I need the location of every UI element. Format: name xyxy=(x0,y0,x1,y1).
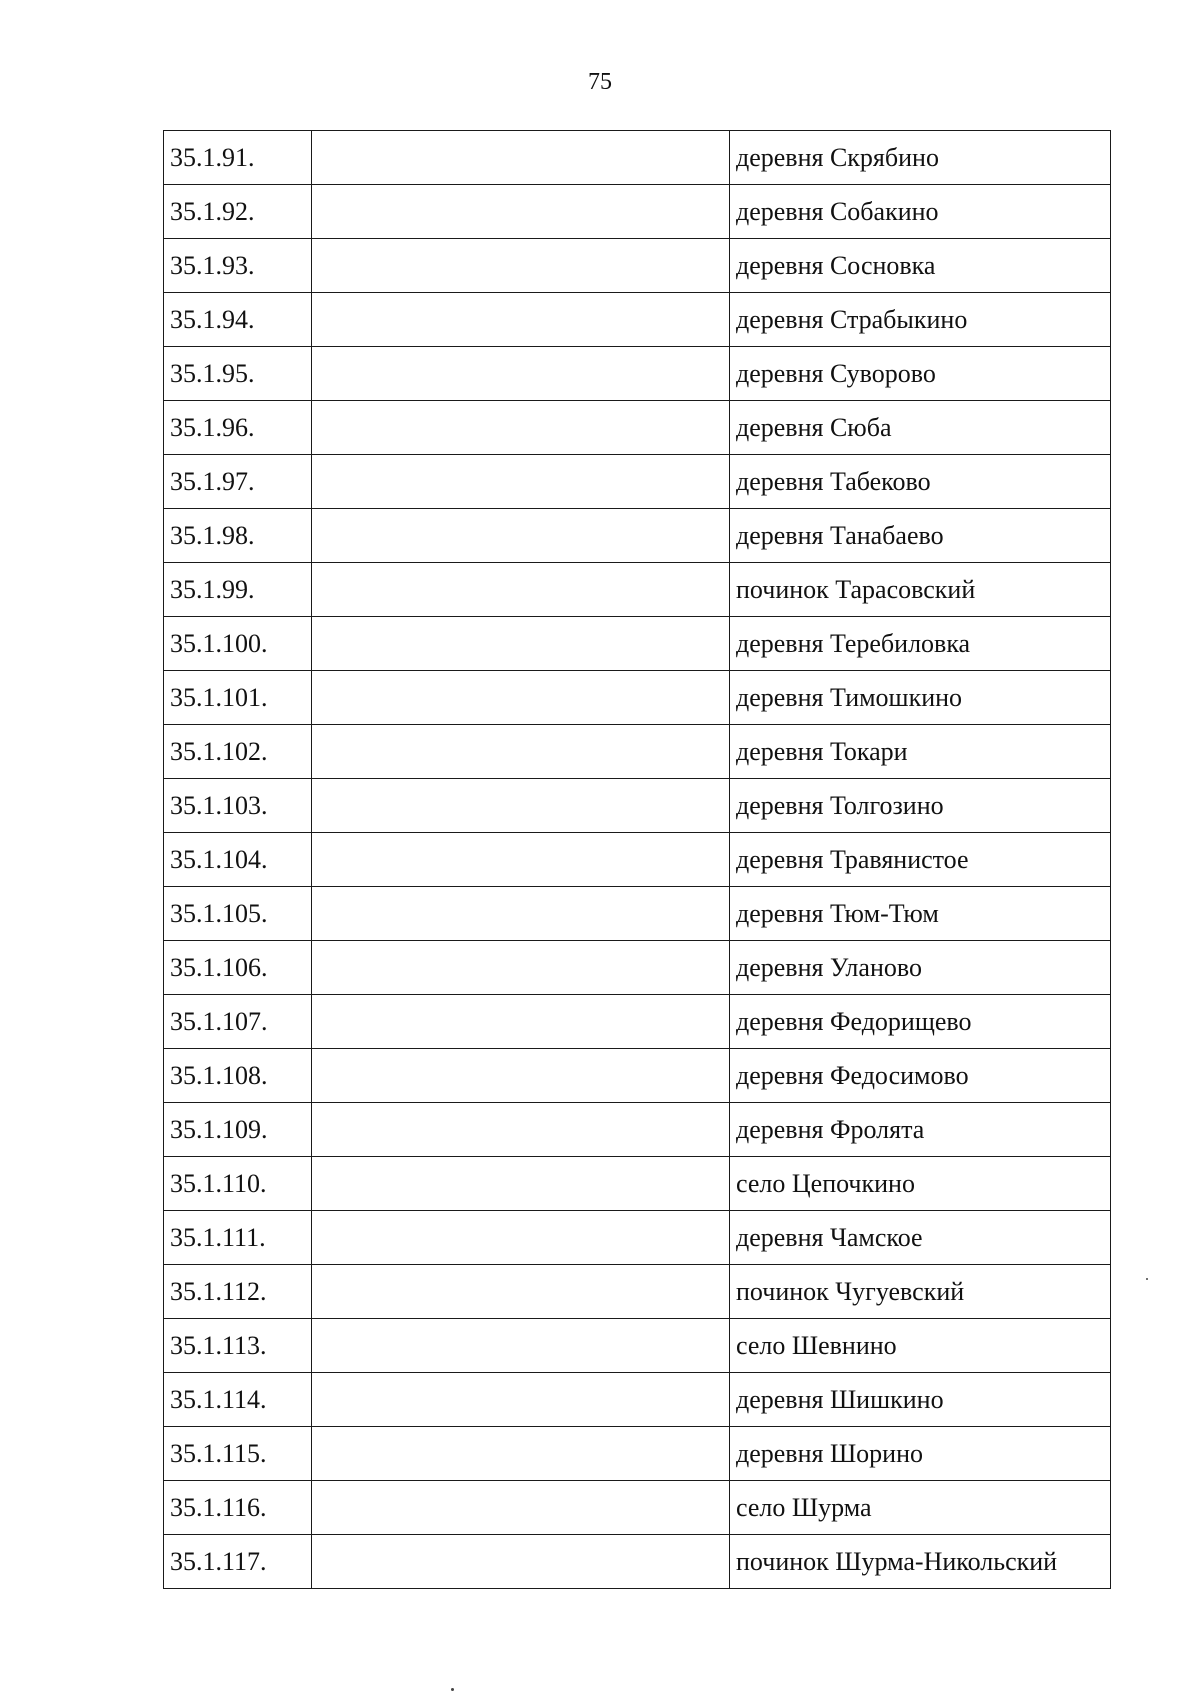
row-code-cell: 35.1.97. xyxy=(164,455,312,509)
row-settlement-name-cell: деревня Страбыкино xyxy=(730,293,1111,347)
table-row xyxy=(164,1265,1111,1319)
scan-speck xyxy=(1146,1278,1148,1280)
table-row xyxy=(164,1157,1111,1211)
row-code-cell: 35.1.102. xyxy=(164,725,312,779)
table-row xyxy=(164,833,1111,887)
row-code-cell: 35.1.116. xyxy=(164,1481,312,1535)
row-settlement-name-cell: деревня Шишкино xyxy=(730,1373,1111,1427)
row-empty-cell xyxy=(312,1265,730,1319)
row-settlement-name-cell: деревня Толгозино xyxy=(730,779,1111,833)
row-settlement-name-cell: деревня Танабаево xyxy=(730,509,1111,563)
row-empty-cell xyxy=(312,1373,730,1427)
row-empty-cell xyxy=(312,833,730,887)
table-row xyxy=(164,293,1111,347)
scan-speck xyxy=(451,1688,454,1691)
table-row xyxy=(164,185,1111,239)
row-code-cell: 35.1.114. xyxy=(164,1373,312,1427)
row-settlement-name-cell: деревня Тюм-Тюм xyxy=(730,887,1111,941)
row-empty-cell xyxy=(312,185,730,239)
row-empty-cell xyxy=(312,1481,730,1535)
table-row xyxy=(164,671,1111,725)
row-empty-cell xyxy=(312,563,730,617)
table-row xyxy=(164,401,1111,455)
row-code-cell: 35.1.95. xyxy=(164,347,312,401)
row-settlement-name-cell: деревня Фролята xyxy=(730,1103,1111,1157)
row-empty-cell xyxy=(312,1427,730,1481)
row-empty-cell xyxy=(312,941,730,995)
row-code-cell: 35.1.106. xyxy=(164,941,312,995)
table-row xyxy=(164,1103,1111,1157)
row-code-cell: 35.1.96. xyxy=(164,401,312,455)
table-row xyxy=(164,995,1111,1049)
row-code-cell: 35.1.98. xyxy=(164,509,312,563)
row-empty-cell xyxy=(312,455,730,509)
row-empty-cell xyxy=(312,293,730,347)
row-empty-cell xyxy=(312,239,730,293)
row-empty-cell xyxy=(312,725,730,779)
row-code-cell: 35.1.99. xyxy=(164,563,312,617)
row-settlement-name-cell: починок Чугуевский xyxy=(730,1265,1111,1319)
row-settlement-name-cell: деревня Травянистое xyxy=(730,833,1111,887)
row-settlement-name-cell: село Цепочкино xyxy=(730,1157,1111,1211)
table-row xyxy=(164,563,1111,617)
row-code-cell: 35.1.104. xyxy=(164,833,312,887)
table-row xyxy=(164,509,1111,563)
table-row xyxy=(164,887,1111,941)
table-row xyxy=(164,1427,1111,1481)
row-settlement-name-cell: деревня Федосимово xyxy=(730,1049,1111,1103)
table-row xyxy=(164,1535,1111,1589)
table-row xyxy=(164,1049,1111,1103)
row-empty-cell xyxy=(312,887,730,941)
row-settlement-name-cell: деревня Уланово xyxy=(730,941,1111,995)
table-row xyxy=(164,455,1111,509)
row-code-cell: 35.1.109. xyxy=(164,1103,312,1157)
row-code-cell: 35.1.91. xyxy=(164,131,312,185)
row-settlement-name-cell: деревня Чамское xyxy=(730,1211,1111,1265)
row-code-cell: 35.1.115. xyxy=(164,1427,312,1481)
row-code-cell: 35.1.112. xyxy=(164,1265,312,1319)
table-row xyxy=(164,617,1111,671)
row-empty-cell xyxy=(312,401,730,455)
row-settlement-name-cell: деревня Токари xyxy=(730,725,1111,779)
row-code-cell: 35.1.107. xyxy=(164,995,312,1049)
row-settlement-name-cell: деревня Сюба xyxy=(730,401,1111,455)
row-settlement-name-cell: починок Тарасовский xyxy=(730,563,1111,617)
row-settlement-name-cell: село Шевнино xyxy=(730,1319,1111,1373)
table-row xyxy=(164,1319,1111,1373)
table-row xyxy=(164,725,1111,779)
row-settlement-name-cell: деревня Собакино xyxy=(730,185,1111,239)
row-settlement-name-cell: починок Шурма-Никольский xyxy=(730,1535,1111,1589)
table-row xyxy=(164,1373,1111,1427)
page-number: 75 xyxy=(588,69,612,95)
settlements-table-body xyxy=(164,131,1111,1589)
row-settlement-name-cell: деревня Шорино xyxy=(730,1427,1111,1481)
row-settlement-name-cell: село Шурма xyxy=(730,1481,1111,1535)
row-code-cell: 35.1.92. xyxy=(164,185,312,239)
table-row xyxy=(164,1211,1111,1265)
row-settlement-name-cell: деревня Теребиловка xyxy=(730,617,1111,671)
table-row xyxy=(164,239,1111,293)
row-empty-cell xyxy=(312,1211,730,1265)
row-code-cell: 35.1.113. xyxy=(164,1319,312,1373)
row-empty-cell xyxy=(312,1535,730,1589)
row-settlement-name-cell: деревня Табеково xyxy=(730,455,1111,509)
row-empty-cell xyxy=(312,509,730,563)
row-code-cell: 35.1.105. xyxy=(164,887,312,941)
row-settlement-name-cell: деревня Скрябино xyxy=(730,131,1111,185)
row-code-cell: 35.1.110. xyxy=(164,1157,312,1211)
table-row xyxy=(164,1481,1111,1535)
row-settlement-name-cell: деревня Тимошкино xyxy=(730,671,1111,725)
table-row xyxy=(164,941,1111,995)
settlements-table xyxy=(163,130,1111,1589)
row-empty-cell xyxy=(312,1049,730,1103)
row-code-cell: 35.1.101. xyxy=(164,671,312,725)
row-empty-cell xyxy=(312,1103,730,1157)
row-empty-cell xyxy=(312,617,730,671)
row-settlement-name-cell: деревня Суворово xyxy=(730,347,1111,401)
row-empty-cell xyxy=(312,779,730,833)
row-settlement-name-cell: деревня Сосновка xyxy=(730,239,1111,293)
table-row xyxy=(164,779,1111,833)
row-code-cell: 35.1.93. xyxy=(164,239,312,293)
row-empty-cell xyxy=(312,671,730,725)
row-code-cell: 35.1.100. xyxy=(164,617,312,671)
row-code-cell: 35.1.103. xyxy=(164,779,312,833)
row-code-cell: 35.1.94. xyxy=(164,293,312,347)
row-settlement-name-cell: деревня Федорищево xyxy=(730,995,1111,1049)
row-empty-cell xyxy=(312,1319,730,1373)
row-empty-cell xyxy=(312,131,730,185)
row-code-cell: 35.1.117. xyxy=(164,1535,312,1589)
row-code-cell: 35.1.108. xyxy=(164,1049,312,1103)
table-row xyxy=(164,347,1111,401)
row-empty-cell xyxy=(312,347,730,401)
row-empty-cell xyxy=(312,995,730,1049)
table-row xyxy=(164,131,1111,185)
row-code-cell: 35.1.111. xyxy=(164,1211,312,1265)
row-empty-cell xyxy=(312,1157,730,1211)
